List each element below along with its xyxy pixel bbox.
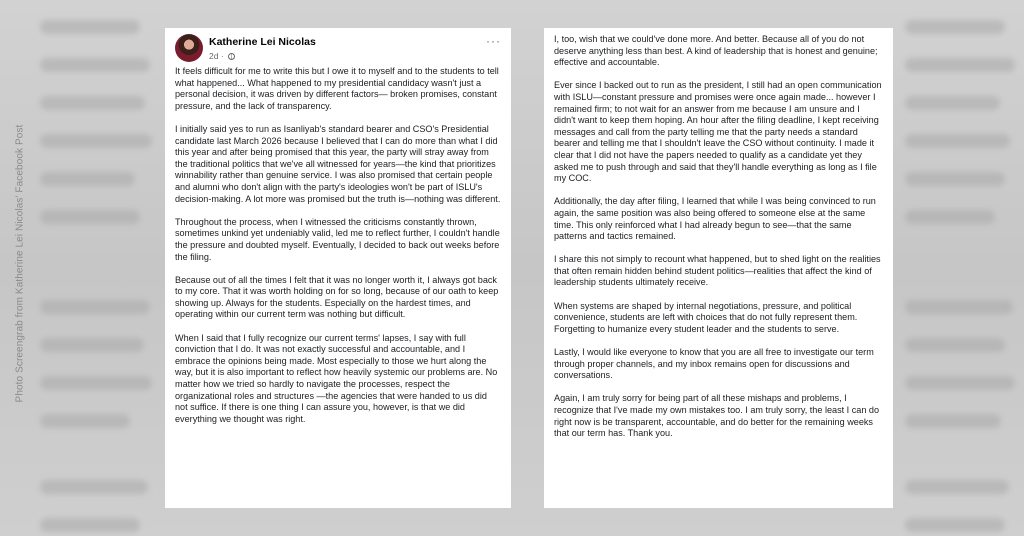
more-options-icon[interactable]: ··· — [486, 34, 501, 48]
blur-line — [40, 58, 150, 72]
post-paragraph: Lastly, I would like everyone to know that you are all free to investigate our term through proper channels, and my inbox remains open for discussions and conversations. — [554, 347, 874, 381]
blur-line — [40, 134, 152, 148]
avatar[interactable] — [175, 34, 203, 62]
blur-line — [40, 480, 148, 494]
post-time[interactable]: 2d — [209, 51, 219, 61]
post-paragraph: I share this not simply to recount what happened, but to shed light on the realities that often remain hidden behind student politics—realities that affect the kind of leadership students ultimately receive. — [554, 254, 881, 288]
post-header — [175, 34, 501, 66]
blur-line — [40, 172, 135, 186]
post-paragraph: I initially said yes to run as Isanliyab's standard bearer and CSO's Presidential candidate last March 2026 because I believed that I can do more than what I did this year and after being promised that this year, the party will stray away from the traditional politics that we've all witnessed for years—the kind that prioritizes winnability rather than genuine service. I was also promised that certain people and alumni who don't align with the party's ideologies won't be part of ISLU's decision-making. A lot more was promised but the truth is—nothing was different. — [175, 123, 501, 204]
blur-line — [40, 20, 140, 34]
blur-line — [40, 376, 152, 390]
post-paragraph: Ever since I backed out to run as the president, I still had an open communication with ISLU—constant pressure and promises were once again made... however I remained firm; to not wait for an answer from me because I am unsure and I didn't want to keep them hoping. An hour after the filing deadline, I kept receiving messages and call from the party telling me that the party needs a standard bearer and telling me that I shouldn't leave the CSO without continuity. I made it clear that I did not have the papers needed to qualify as a candidate yet they asked me to push through and said that they'll handle everything as long as I file my COC. — [554, 80, 882, 184]
blur-line — [905, 376, 1015, 390]
post-body-right — [554, 34, 883, 440]
blur-line — [905, 210, 995, 224]
blur-line — [905, 518, 1005, 532]
post-paragraph: Additionally, the day after filing, I learned that while I was being convinced to run again, the same position was also being offered to someone else at the same time. This only reinforced what I had already begun to see—that the same patterns and tactics remained. — [554, 196, 876, 242]
post-paragraph: Because out of all the times I felt that it was no longer worth it, I always got back to my core. That it was worth holding on for so long, because of our oath to keep showing up. Always for the students. Especially on the hardest times, and operating within our current term was nothing but difficult. — [175, 274, 499, 320]
post-meta — [209, 51, 235, 63]
post-paragraph: Again, I am truly sorry for being part of all these mishaps and problems, I recognize that I've made my own mistakes too. I am truly sorry, the least I can do right now is be transparent, accountable, and do better for the remaining weeks that our term has. Thank you. — [554, 393, 880, 439]
author-name[interactable]: Katherine Lei Nicolas — [209, 36, 316, 48]
meta-separator: · — [220, 51, 224, 61]
blur-line — [40, 518, 140, 532]
post-body-left — [175, 66, 501, 425]
post-paragraph: It feels difficult for me to write this but I owe it to myself and to the students to tell what happened... What happened to my presidential candidacy wasn't just a personal decision, it was driven by different factors— broken promises, constant pressure, and the lack of transparency. — [175, 66, 499, 111]
post-paragraph: When systems are shaped by internal negotiations, pressure, and political convenience, students are left with choices that do not fully represent them. Forgetting to humanize every student leader and the students to serve. — [554, 300, 858, 334]
post-panel-left — [165, 28, 511, 508]
blur-line — [905, 134, 1010, 148]
blur-line — [905, 480, 1009, 494]
blur-line — [905, 414, 1001, 428]
post-paragraph: I, too, wish that we could've done more. And better. Because all of you do not deserve anything less than best. A kind of leadership that is honest and genuine; effective and accountable. — [554, 34, 878, 68]
blur-line — [40, 414, 130, 428]
globe-icon — [228, 53, 235, 60]
blur-line — [905, 172, 1005, 186]
post-panel-right — [544, 28, 893, 508]
post-paragraph: Throughout the process, when I witnessed the criticisms constantly thrown, sometimes unkind yet undeniably valid, led me to reflect further, I couldn't handle the pressure and doubted myself. Eventually, I decided to back out weeks before the filing. — [175, 216, 500, 262]
post-paragraph: When I said that I fully recognize our current terms' lapses, I say with full conviction that I do. It was not exactly successful and accountable, and I embrace the opinions being made. Most especially to those we hurt along the way, but it is also important to reflect how heavily systemic our problems are. No matter how we tried so hardly to navigate the processes, respect the organizational roles and structures —the agencies that were handed to us did not suffice. If there is one thing I can assure you, however, is that we did everything we thought was right. — [175, 332, 498, 424]
blur-line — [905, 58, 1015, 72]
blur-line — [40, 338, 144, 352]
blur-line — [905, 300, 1013, 314]
blur-line — [905, 96, 1000, 110]
blur-line — [40, 300, 150, 314]
photo-credit: Photo Screengrab from Katherine Lei Nicolas' Facebook Post — [14, 124, 26, 403]
blur-line — [40, 96, 145, 110]
blur-line — [905, 338, 1005, 352]
blur-line — [905, 20, 1005, 34]
blur-line — [40, 210, 140, 224]
